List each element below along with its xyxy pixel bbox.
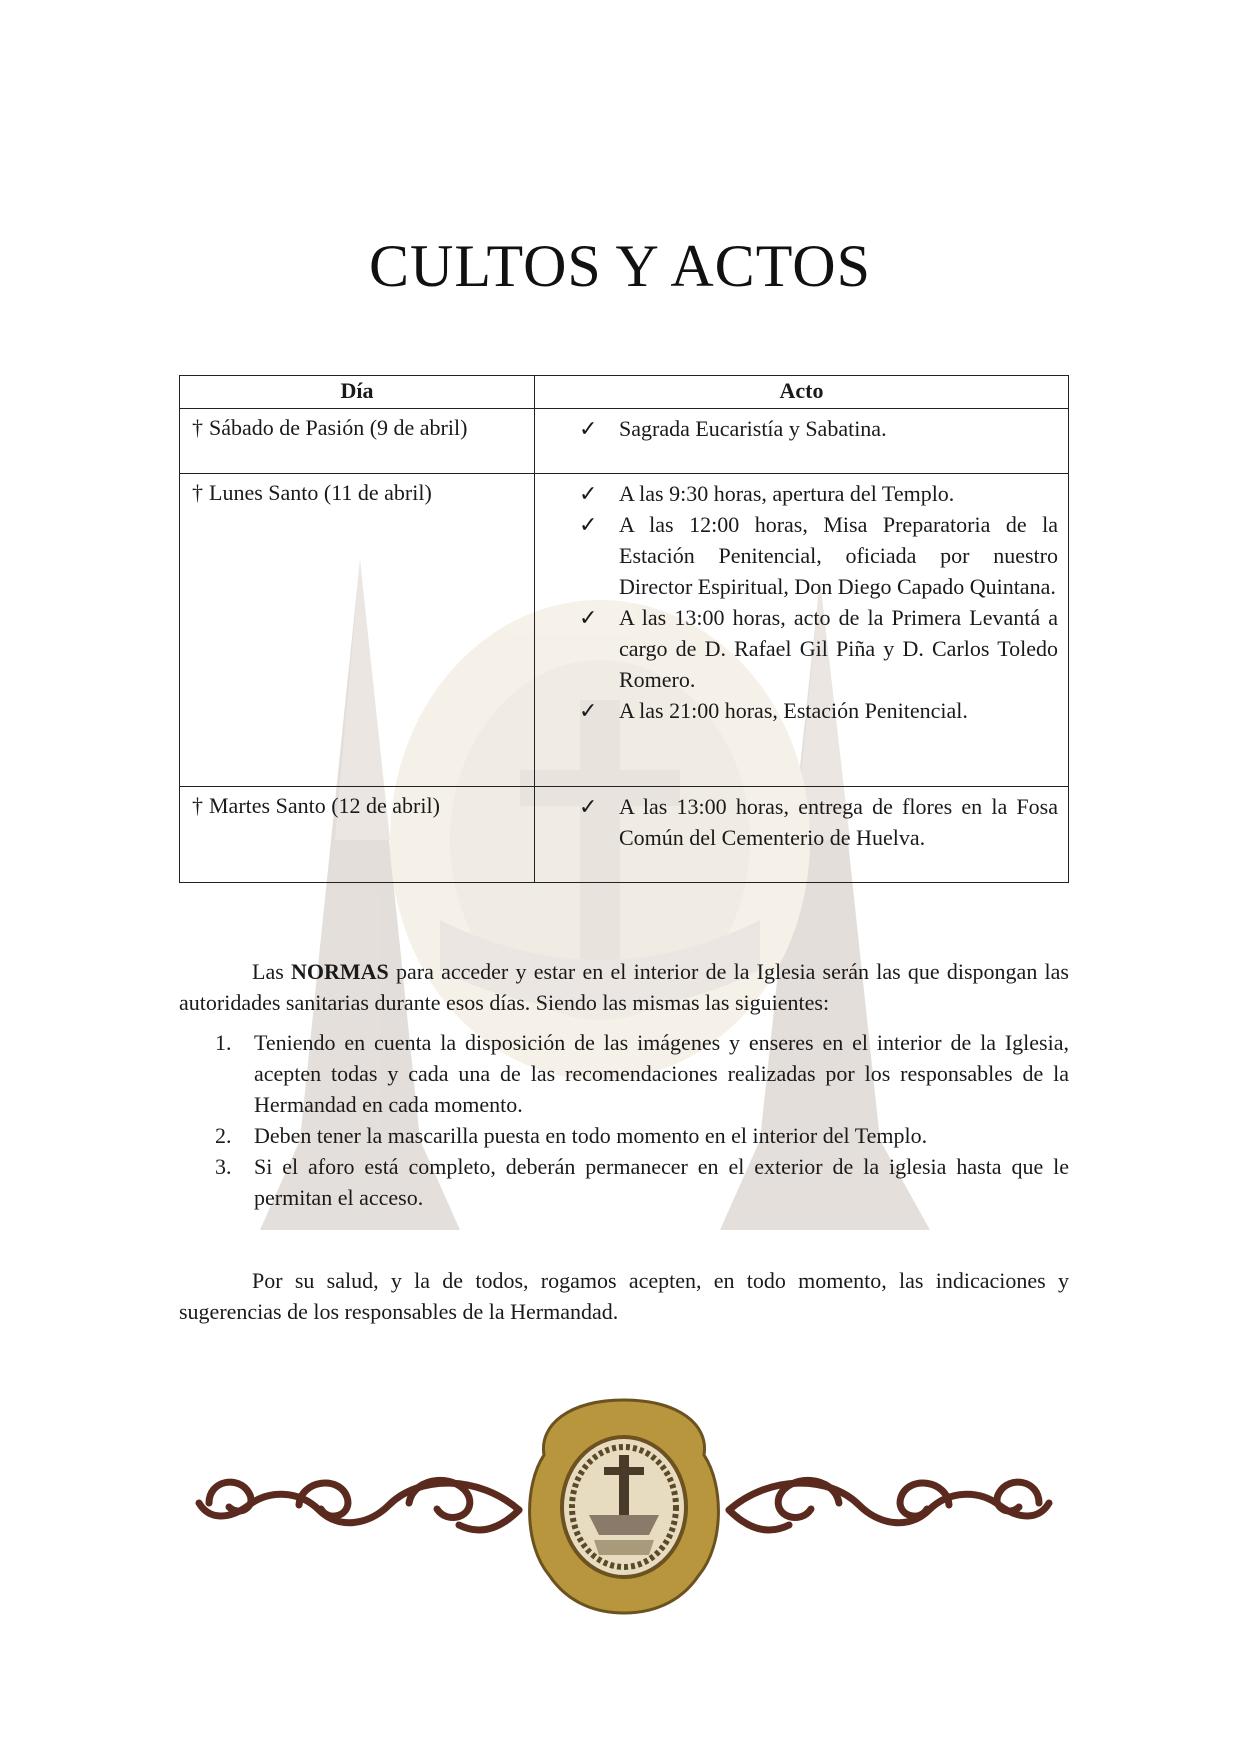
day-label: Martes Santo (12 de abril) xyxy=(209,793,440,818)
table-header-row xyxy=(180,376,1069,409)
act-text: A las 21:00 horas, Estación Penitencial. xyxy=(619,698,968,723)
list-item xyxy=(579,791,1058,853)
acts-cell xyxy=(535,787,1069,883)
norm-text: Teniendo en cuenta la disposición de las imágenes y enseres en el interior de la Iglesia, acepten todas y cada una de las recomendaciones realizadas por los responsables de la Hermandad en cada momento. xyxy=(254,1030,1069,1117)
list-item xyxy=(579,413,1058,444)
normas-keyword: NORMAS xyxy=(291,959,389,984)
act-text: A las 9:30 horas, apertura del Templo. xyxy=(619,481,955,506)
day-label: Lunes Santo (11 de abril) xyxy=(209,480,432,505)
intro-suffix: para acceder y estar en el interior de la Iglesia serán las que dispongan las autoridades sanitarias durante esos días. Siendo las mismas las siguientes: xyxy=(179,959,1069,1015)
header-dia: Día xyxy=(180,376,535,409)
list-item xyxy=(579,478,1058,509)
day-cell xyxy=(180,787,535,883)
acts-cell xyxy=(535,474,1069,787)
page-title: CULTOS Y ACTOS xyxy=(369,233,871,299)
check-mark-icon: ✓ xyxy=(579,794,598,819)
latin-cross-icon: † xyxy=(192,480,203,505)
act-text: A las 13:00 horas, acto de la Primera Levantá a cargo de D. Rafael Gil Piña y D. Carlos Toledo Romero. xyxy=(619,605,1058,692)
act-text: A las 13:00 horas, entrega de flores en la Fosa Común del Cementerio de Huelva. xyxy=(619,794,1058,850)
table-row xyxy=(180,787,1069,883)
header-acto: Acto xyxy=(535,376,1069,409)
day-label: Sábado de Pasión (9 de abril) xyxy=(209,415,468,440)
latin-cross-icon: † xyxy=(192,793,203,818)
list-item xyxy=(179,1120,1069,1151)
schedule-table xyxy=(179,375,1069,883)
table-row xyxy=(180,474,1069,787)
list-number: 2. xyxy=(215,1123,232,1148)
crest-image xyxy=(530,1400,719,1613)
list-item xyxy=(579,509,1058,602)
act-text: A las 12:00 horas, Misa Preparatoria de la Estación Penitencial, oficiada por nuestro Director Espiritual, Don Diego Capado Quintana. xyxy=(619,512,1058,599)
table-row xyxy=(180,409,1069,474)
acts-list xyxy=(579,413,1058,444)
closing-paragraph: Por su salud, y la de todos, rogamos acepten, en todo momento, las indicaciones y sugerencias de los responsables de la Hermandad. xyxy=(179,1268,1069,1324)
ornament-divider xyxy=(179,1395,1069,1615)
check-mark-icon: ✓ xyxy=(579,416,598,441)
norm-text: Si el aforo está completo, deberán permanecer en el exterior de la iglesia hasta que le permitan el acceso. xyxy=(254,1154,1069,1210)
list-item xyxy=(179,1151,1069,1213)
latin-cross-icon: † xyxy=(192,415,203,440)
acts-cell xyxy=(535,409,1069,474)
intro-prefix: Las xyxy=(252,959,291,984)
norms-list xyxy=(179,1027,1069,1213)
check-mark-icon: ✓ xyxy=(579,512,598,537)
day-cell xyxy=(180,474,535,787)
check-mark-icon: ✓ xyxy=(579,605,598,630)
check-mark-icon: ✓ xyxy=(579,698,598,723)
list-number: 1. xyxy=(215,1030,232,1055)
norm-text: Deben tener la mascarilla puesta en todo momento en el interior del Templo. xyxy=(254,1123,928,1148)
norms-intro-paragraph xyxy=(179,956,1069,1018)
list-number: 3. xyxy=(215,1154,232,1179)
act-text: Sagrada Eucaristía y Sabatina. xyxy=(619,416,887,441)
list-item xyxy=(579,602,1058,695)
check-mark-icon: ✓ xyxy=(579,481,598,506)
acts-list xyxy=(579,791,1058,853)
acts-list xyxy=(579,478,1058,726)
list-item xyxy=(579,695,1058,726)
list-item xyxy=(179,1027,1069,1120)
day-cell xyxy=(180,409,535,474)
